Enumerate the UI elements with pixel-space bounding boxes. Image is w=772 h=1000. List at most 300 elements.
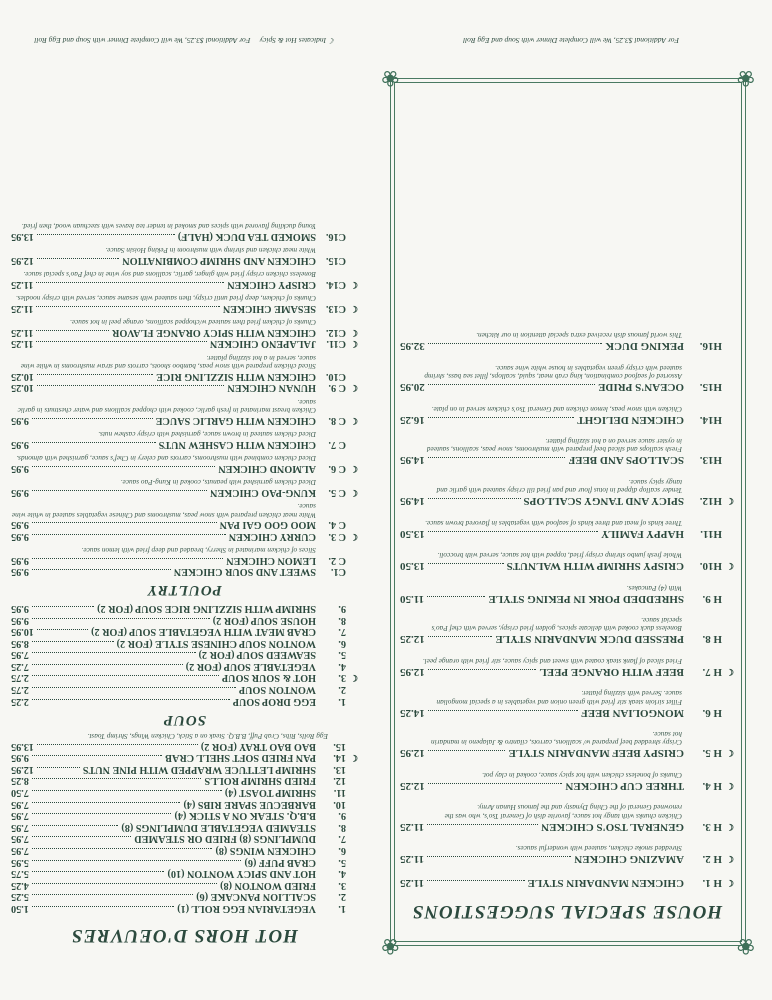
menu-item-number: C 6. (328, 462, 346, 474)
dot-leader (32, 466, 216, 467)
menu-item-number: 4. (338, 868, 346, 880)
menu-item-name: CURRY CHICKEN (228, 530, 316, 542)
dot-leader (32, 778, 202, 779)
menu-item (11, 626, 358, 638)
menu-item (11, 338, 358, 350)
menu-item-name: CHICKEN WITH SPICY ORANGE FLAVOR (112, 326, 316, 338)
menu-item-name: HAPPY FAMILY (600, 527, 684, 540)
menu-item-description: Whole fresh jumbo shrimp crispy fried, topped with hot sauce, served with broccoli. (437, 551, 682, 561)
menu-item (400, 454, 734, 467)
menu-item-price: 7.95 (11, 821, 29, 833)
menu-item-price: 7.95 (11, 845, 29, 857)
menu-item-name: SESAME CHICKEN (222, 302, 316, 314)
menu-item-number: C 5. (328, 486, 346, 498)
menu-item (400, 339, 734, 352)
menu-item-description: Diced chicken garnished with peanuts, cooked in Kung-Pao sauce. (120, 478, 316, 488)
menu-item-price: 13.95 (11, 740, 34, 752)
dot-leader (32, 606, 94, 607)
menu-item-number: 5. (338, 649, 346, 661)
menu-item-price: 9.95 (11, 519, 29, 531)
menu-item-description: Fried sliced of flank steak coated with sweet and spicy sauce, stir fried with orange peel. (422, 656, 682, 666)
menu-item-name: CRISPY BEEF MANDARIN STYLE (508, 747, 684, 760)
menu-item-price: 10.25 (11, 370, 34, 382)
menu-item-price: 9.95 (11, 530, 29, 542)
dot-leader (32, 418, 153, 419)
pepper-icon: ☾ (725, 878, 734, 888)
menu-item-description: Chicken chunks with tangy hot sauce, favorite dish of General Tso's, who was the renowned General of the Ching Dynasty and the famous Hunan Army. (444, 803, 682, 821)
dot-leader (32, 676, 219, 677)
menu-item-description: Tender scallop dipped in lotus flour and pan fried till crispy sauteed with garlic and tangy spicy sauce. (436, 477, 682, 496)
menu-item (11, 786, 358, 798)
hot-spicy-legend: ☾ Indicates Hot & Spicy For Additional $3.25, We will Complete Dinner with Soup and Egg Roll (34, 36, 335, 45)
menu-item-price: 7.95 (11, 798, 29, 810)
menu-item-price: 12.95 (11, 763, 34, 775)
menu-item-number: 12. (333, 775, 346, 787)
menu-item-number: C1. (331, 566, 346, 578)
dot-leader (428, 563, 504, 564)
menu-item (11, 844, 358, 856)
menu-item-number: H 4. (702, 779, 722, 792)
menu-item-price: 7.95 (11, 649, 29, 661)
dot-leader (32, 825, 119, 826)
menu-item-price: 12.95 (400, 747, 425, 760)
floral-corner-icon: ❀ (381, 934, 400, 959)
dot-leader (32, 802, 181, 803)
menu-item (400, 632, 734, 645)
dot-leader (428, 384, 595, 385)
dot-leader (32, 687, 236, 688)
menu-item-price: 11.25 (11, 278, 34, 290)
menu-item-name: CHICKEN WITH SIZZLING RICE (156, 370, 316, 382)
menu-item-name: VEGETABLE SOUP (FOR 2) (185, 660, 316, 672)
menu-item-name: MONGOLIAN BEEF (581, 706, 684, 719)
menu-item-name: HUNAN CHICKEN (227, 382, 316, 394)
menu-item-description: This world famous dish received extra special attention in our kitchen. (476, 331, 682, 341)
menu-item-price: 11.25 (11, 302, 34, 314)
menu-item-description: With (4) Pancakes. (626, 583, 682, 593)
dot-leader (32, 699, 230, 700)
menu-item-number: H 3. (702, 820, 722, 833)
menu-item (11, 438, 358, 450)
menu-item-name: OCEAN'S PRIDE (598, 381, 684, 394)
pepper-icon: ☾ (349, 753, 358, 764)
menu-item (11, 462, 358, 474)
menu-item-name: ALMOND CHICKEN (218, 462, 316, 474)
menu-item-price: 11.25 (11, 338, 34, 350)
menu-item-name: THREE CUP CHICKEN (565, 779, 684, 792)
dot-leader (428, 417, 575, 418)
menu-item (11, 798, 358, 810)
menu-item-name: VEGETARIAN EGG ROLL (1) (177, 903, 316, 914)
dot-leader (427, 880, 524, 881)
menu-item-price: 13.50 (400, 527, 425, 540)
dot-leader (32, 790, 222, 791)
menu-item-price: 11.25 (400, 853, 425, 865)
menu-item-number: 2. (338, 684, 346, 696)
menu-item-price: 9.95 (11, 602, 29, 614)
floral-corner-icon: ❀ (736, 66, 755, 91)
menu-item-number: 6. (338, 637, 346, 649)
menu-item (11, 486, 358, 498)
menu-item-price: 11.50 (400, 592, 425, 605)
menu-item-price: 7.95 (11, 833, 29, 845)
pepper-icon: ☾ (349, 463, 358, 474)
dot-leader (32, 641, 114, 642)
dot-leader (32, 569, 171, 570)
menu-item-number: 3. (338, 672, 346, 684)
menu-item-price: 11.25 (400, 820, 425, 833)
dot-leader (428, 710, 578, 711)
menu-item-number: C13. (325, 302, 346, 314)
menu-item (11, 230, 358, 242)
menu-item-number: 5. (338, 856, 346, 868)
menu-item-name: WONTON SOUP CHINESE STYLE (FOR 2) (116, 637, 316, 649)
menu-item-price: 7.95 (11, 810, 29, 822)
menu-item-name: SHREDDED PORK IN PEKING STYLE (488, 592, 684, 605)
menu-item-price: 10.25 (11, 382, 34, 394)
menu-item-price: 2.75 (11, 684, 29, 696)
menu-item-description: Sliced chicken prepared with snow peas, bamboo shoots, carrots and straw mushrooms in white wine sauce, served in a hot sizzling platter. (20, 353, 316, 372)
menu-item-number: C 2. (328, 554, 346, 566)
menu-item-name: CRISPY SHRIMP WITH WALNUTS (506, 560, 684, 573)
dot-leader (32, 490, 207, 491)
menu-item (400, 779, 734, 792)
menu-item-name: BARBECUE SPARE RIBS (4) (183, 798, 316, 810)
menu-item-price: 9.95 (11, 438, 29, 450)
soup-list (11, 602, 358, 706)
menu-item-price: 12.25 (400, 779, 425, 792)
dot-leader (37, 374, 153, 375)
menu-item-price: 9.95 (11, 554, 29, 566)
menu-item-name: AMAZING CHICKEN (574, 853, 684, 865)
menu-item-description: Slices of chicken marinated in Sherry, breaded and deep fried with lemon sauce. (81, 546, 316, 556)
menu-item-number: 14. (333, 752, 346, 764)
dot-leader (428, 498, 521, 499)
dot-leader (37, 629, 88, 630)
menu-item-number: H 2. (702, 853, 722, 865)
soup-title: SOUP (162, 711, 207, 728)
pepper-icon: ☾ (725, 561, 734, 572)
menu-item-description: Fillet sirloin steak stir fried with green onion and vegetables in a special mongolian sauce. Served with sizzling platter. (436, 689, 682, 707)
menu-item-price: 16.25 (400, 413, 425, 426)
menu-item (11, 382, 358, 394)
menu-item-number: H16. (699, 340, 722, 353)
dot-leader (428, 531, 598, 532)
menu-item-number: C16. (325, 230, 346, 242)
menu-item-price: 8.95 (11, 637, 29, 649)
menu-item-name: SHRIMP WITH SIZZLING RICE SOUP (FOR 2) (97, 602, 316, 614)
dot-leader (428, 669, 537, 670)
dot-leader (32, 618, 210, 619)
menu-item-description: Boneless chicken crispy fried with ginger, garlic, scallions and soy wine in chef Pao's special sauce. (23, 270, 316, 280)
menu-item-name: CRAB PUFF (6) (244, 856, 316, 868)
menu-item-number: H 9. (702, 592, 722, 605)
menu-item (11, 554, 358, 566)
menu-item-name: FRIED WONTON (8) (220, 879, 316, 891)
hors-doeuvres-title: HOT HORS D'OEUVRES (70, 925, 299, 946)
pepper-icon: ☾ (349, 303, 358, 314)
menu-item-price: 9.95 (11, 486, 29, 498)
menu-item-name: PEKING DUCK (605, 340, 684, 353)
dot-leader (32, 522, 217, 523)
menu-item (400, 746, 734, 759)
menu-item-name: SPICY AND TANGY SCALLOPS (523, 495, 684, 508)
dot-leader (32, 871, 165, 872)
menu-item (11, 530, 358, 542)
pepper-icon: ☾ (349, 531, 358, 542)
menu-item-description: Chunks of chicken, deep fried until crispy, then sauteed with sesame sauce, served with crispy noodles. (15, 294, 316, 304)
dot-leader (36, 282, 224, 283)
pepper-icon: ☾ (349, 279, 358, 290)
menu-item-name: HOT AND SPICY WONTON (10) (167, 868, 316, 880)
dot-leader (37, 234, 175, 235)
menu-item-description: White meat chicken prepared with snow peas, mushrooms and Chinese vegetables sauteed in white wine sauce. (11, 502, 316, 520)
menu-item (400, 527, 734, 540)
dot-leader (32, 894, 193, 895)
menu-item-name: BEEF WITH ORANGE PEEL (539, 665, 684, 678)
menu-item-name: WONTON SOUP (238, 684, 316, 696)
menu-item (11, 660, 358, 672)
menu-item-name: HOUSE SOUP (FOR 2) (212, 614, 316, 626)
menu-item-price: 11.25 (11, 326, 34, 338)
menu-item (11, 370, 358, 382)
menu-item-number: 7. (338, 626, 346, 638)
menu-item-number: H13. (699, 454, 722, 467)
complete-dinner-note: For Additional $3.25, We will Complete Dinner with Soup and Egg Roll (34, 36, 251, 45)
menu-item-number: H10. (699, 560, 722, 573)
menu-item (11, 879, 358, 891)
menu-item-name: LEMON CHICKEN (226, 554, 316, 566)
menu-item-number: 8. (338, 821, 346, 833)
menu-item-price: 8.25 (11, 775, 29, 787)
house-special-panel (378, 26, 764, 986)
menu-item-price: 9.95 (11, 566, 29, 578)
menu-item-price: 14.95 (400, 495, 425, 508)
menu-item-number: C11. (326, 338, 346, 350)
dot-leader (32, 883, 217, 884)
menu-item-number: 13. (333, 763, 346, 775)
menu-item-price: 11.25 (400, 877, 425, 889)
complete-dinner-note: For Additional $3.25, We will Complete Dinner with Soup and Egg Roll (462, 36, 680, 45)
menu-item (400, 559, 734, 572)
pepper-icon: ☾ (328, 36, 335, 45)
menu-item (400, 380, 734, 393)
menu-item-number: C15. (325, 254, 346, 266)
menu-item-number: 9. (338, 602, 346, 614)
dot-leader (32, 442, 156, 443)
menu-item-name: CHICKEN WITH CASHEW NUTS (158, 438, 316, 450)
menu-item-number: C 4. (328, 519, 346, 531)
dot-leader (32, 860, 242, 861)
menu-item-price: 14.95 (400, 454, 425, 467)
menu-item-number: 9. (338, 810, 346, 822)
dot-leader (428, 750, 506, 751)
dot-leader (32, 652, 196, 653)
menu-item-price: 32.95 (400, 340, 425, 353)
menu-item-description: Young duckling flavored with spices and smoked in tender tea leaves with szechuan wood, then fried. (21, 222, 316, 232)
dot-leader (427, 824, 538, 825)
menu-item-number: H12. (699, 495, 722, 508)
menu-item (11, 775, 358, 787)
menu-item-price: 9.95 (11, 752, 29, 764)
pepper-icon: ☾ (349, 673, 358, 684)
menu-item (11, 672, 358, 684)
dot-leader (37, 767, 80, 768)
pepper-icon: ☾ (349, 339, 358, 350)
menu-item-description: Chunks of boneless chicken with hot spicy sauce, cooked in clay pot. (481, 770, 682, 780)
menu-item-number: 1. (338, 903, 346, 914)
menu-item-price: 5.75 (11, 868, 29, 880)
menu-item-name: PAN FRIED SOFT SHELL CRAB (165, 752, 316, 764)
menu-item-name: CHICKEN MANDARIN STYLE (527, 877, 684, 889)
menu-item-name: CRISPY CHICKEN (227, 278, 316, 290)
dot-leader (37, 744, 198, 745)
menu-item-number: C14. (325, 278, 346, 290)
menu-item-description: Assorted of seafood combination, king crab meat, squid, scallops, fillet sea bass, shrimp sauteed with crispy green vegetables in house white wine sauce. (424, 363, 682, 382)
dot-leader (32, 813, 172, 814)
menu-item-number: C 3. (328, 530, 346, 542)
menu-item (11, 614, 358, 626)
menu-item (11, 326, 358, 338)
menu-item-price: 2.25 (11, 695, 29, 707)
menu-item-number: 10. (333, 798, 346, 810)
menu-item (11, 752, 358, 764)
pepper-icon: ☾ (349, 487, 358, 498)
menu-item (400, 876, 734, 889)
menu-item-description: Boneless duck cooked with delicate spices, golden fried crispy, served with chef Pao's special sauce. (431, 615, 682, 634)
pepper-icon: ☾ (725, 748, 734, 759)
menu-item (11, 278, 358, 290)
menu-item-number: C10. (325, 370, 346, 382)
menu-item-name: GENERAL TSO'S CHICKEN (541, 820, 684, 833)
menu-item-name: EGG DROP SOUP (232, 695, 316, 707)
menu-item-number: 11. (333, 787, 346, 799)
menu-item-number: 6. (338, 845, 346, 857)
menu-item-price: 12.95 (400, 665, 425, 678)
appetizer-soup-poultry-panel (7, 26, 362, 986)
menu-item-description: Diced chicken combined with mushrooms, carrots and celery in Chef's sauce, garnished with almonds. (16, 454, 316, 464)
dot-leader (36, 341, 207, 342)
menu-item-price: 10.95 (11, 626, 34, 638)
dot-leader (428, 343, 603, 344)
menu-item (11, 414, 358, 426)
floral-corner-icon: ❀ (736, 934, 755, 959)
menu-item (11, 902, 358, 914)
dot-leader (428, 783, 563, 784)
dot-leader (32, 906, 174, 907)
menu-item-number: C 7. (328, 438, 346, 450)
menu-item (400, 592, 734, 605)
menu-item-number: 4. (338, 660, 346, 672)
dot-leader (32, 664, 183, 665)
menu-item-price: 12.25 (400, 633, 425, 646)
menu-item-price: 4.25 (11, 879, 29, 891)
menu-item (11, 302, 358, 314)
menu-item-number: C12. (325, 326, 346, 338)
menu-item-price: 2.75 (11, 672, 29, 684)
dot-leader (427, 856, 571, 857)
dot-leader (32, 534, 226, 535)
menu-item-name: SHRIMP TOAST (4) (224, 787, 316, 799)
dot-leader (32, 848, 213, 849)
menu-item (11, 763, 358, 775)
menu-item-description: Chicken breast marinated in fresh garlic, cooked with chopped scallions and water chestnuts in garlic sauce. (17, 397, 316, 416)
menu-item-price: 9.95 (11, 614, 29, 626)
menu-item-number: 2. (338, 891, 346, 903)
menu-item-name: KUNG-PAO CHICKEN (210, 486, 316, 498)
menu-item-description: White meat chicken and shrimp with mushroom in Peking Hoisin Sauce. (105, 246, 316, 256)
pepper-icon: ☾ (349, 383, 358, 394)
pepper-icon: ☾ (725, 780, 734, 791)
menu-item-name: CHICKEN DELIGHT (577, 413, 684, 426)
menu-item-price: 5.95 (11, 856, 29, 868)
floral-corner-icon: ❀ (381, 66, 400, 91)
pepper-icon: ☾ (725, 854, 734, 864)
menu-item (400, 852, 734, 865)
menu-item-price: 7.25 (11, 660, 29, 672)
pepper-icon: ☾ (349, 327, 358, 338)
menu-item-name: PRESSED DUCK MANDARIN STYLE (495, 633, 684, 646)
dot-leader (32, 558, 223, 559)
house-special-title: HOUSE SPECIAL SUGGESTIONS (411, 901, 723, 922)
menu-item-name: SCALLION PANCAKE (6) (196, 891, 316, 903)
menu-item-price: 13.50 (400, 560, 425, 573)
menu-item-number: 8. (338, 614, 346, 626)
menu-item-price: 13.95 (11, 230, 34, 242)
menu-item-number: H15. (699, 381, 722, 394)
menu-item-name: FRIED SHRIMP ROLLS (204, 775, 316, 787)
dot-leader (36, 330, 109, 331)
menu-item-number: H14. (699, 413, 722, 426)
menu-item-number: 3. (338, 879, 346, 891)
menu-item-description: Three kinds of meat and three kinds of seafood with vegetables in flavored brown sauce. (425, 518, 682, 528)
menu-item-number: H 1. (702, 877, 722, 889)
menu-item (400, 413, 734, 426)
menu-item-name: JALAPENO CHICKEN (209, 338, 316, 350)
menu-item-number: H 6. (702, 706, 722, 719)
menu-item-name: CHICKEN WINGS (8) (215, 845, 316, 857)
bao-bao-tray-note: Egg Rolls, Ribs, Crab Puff, B.B.Q. Steak on a Stick, Chicken Wings, Shrimp Toast. (87, 732, 328, 742)
menu-item (11, 695, 358, 707)
menu-item-number: 15. (333, 740, 346, 752)
menu-item-name: B.B.Q. STEAK ON A STICK (4) (174, 810, 316, 822)
menu-item (11, 684, 358, 696)
menu-item-number: C 9. (328, 382, 346, 394)
dot-leader (37, 385, 224, 386)
menu-item-name: SMOKED TEA DUCK (HALF) (177, 230, 316, 242)
menu-item-name: SEAWEED SOUP (FOR 2) (198, 649, 316, 661)
pepper-icon: ☾ (725, 496, 734, 507)
menu-item (11, 602, 358, 614)
menu-item-price: 9.95 (11, 462, 29, 474)
menu-item-number: 1. (338, 695, 346, 707)
menu-item (11, 566, 358, 578)
menu-item-price: 7.50 (11, 787, 29, 799)
menu-item-name: SCALLOPS AND BEEF (568, 454, 684, 467)
menu-item-number: H 5. (702, 747, 722, 760)
menu-item (11, 637, 358, 649)
dot-leader (427, 596, 485, 597)
menu-item-description: Chunks of chicken fried then sauteed w/chopped scallions, orange peel in hot sauce. (69, 318, 316, 328)
menu-item-name: CHICKEN WITH GARLIC SAUCE (155, 414, 316, 426)
menu-item (11, 740, 358, 752)
menu-item-price: 20.95 (400, 381, 425, 394)
menu-item-name: MOO GOO GAI PAN (219, 519, 316, 531)
pepper-icon: ☾ (349, 415, 358, 426)
dot-leader (32, 836, 131, 837)
menu-item-number: H11. (700, 527, 722, 540)
menu-item (11, 810, 358, 822)
